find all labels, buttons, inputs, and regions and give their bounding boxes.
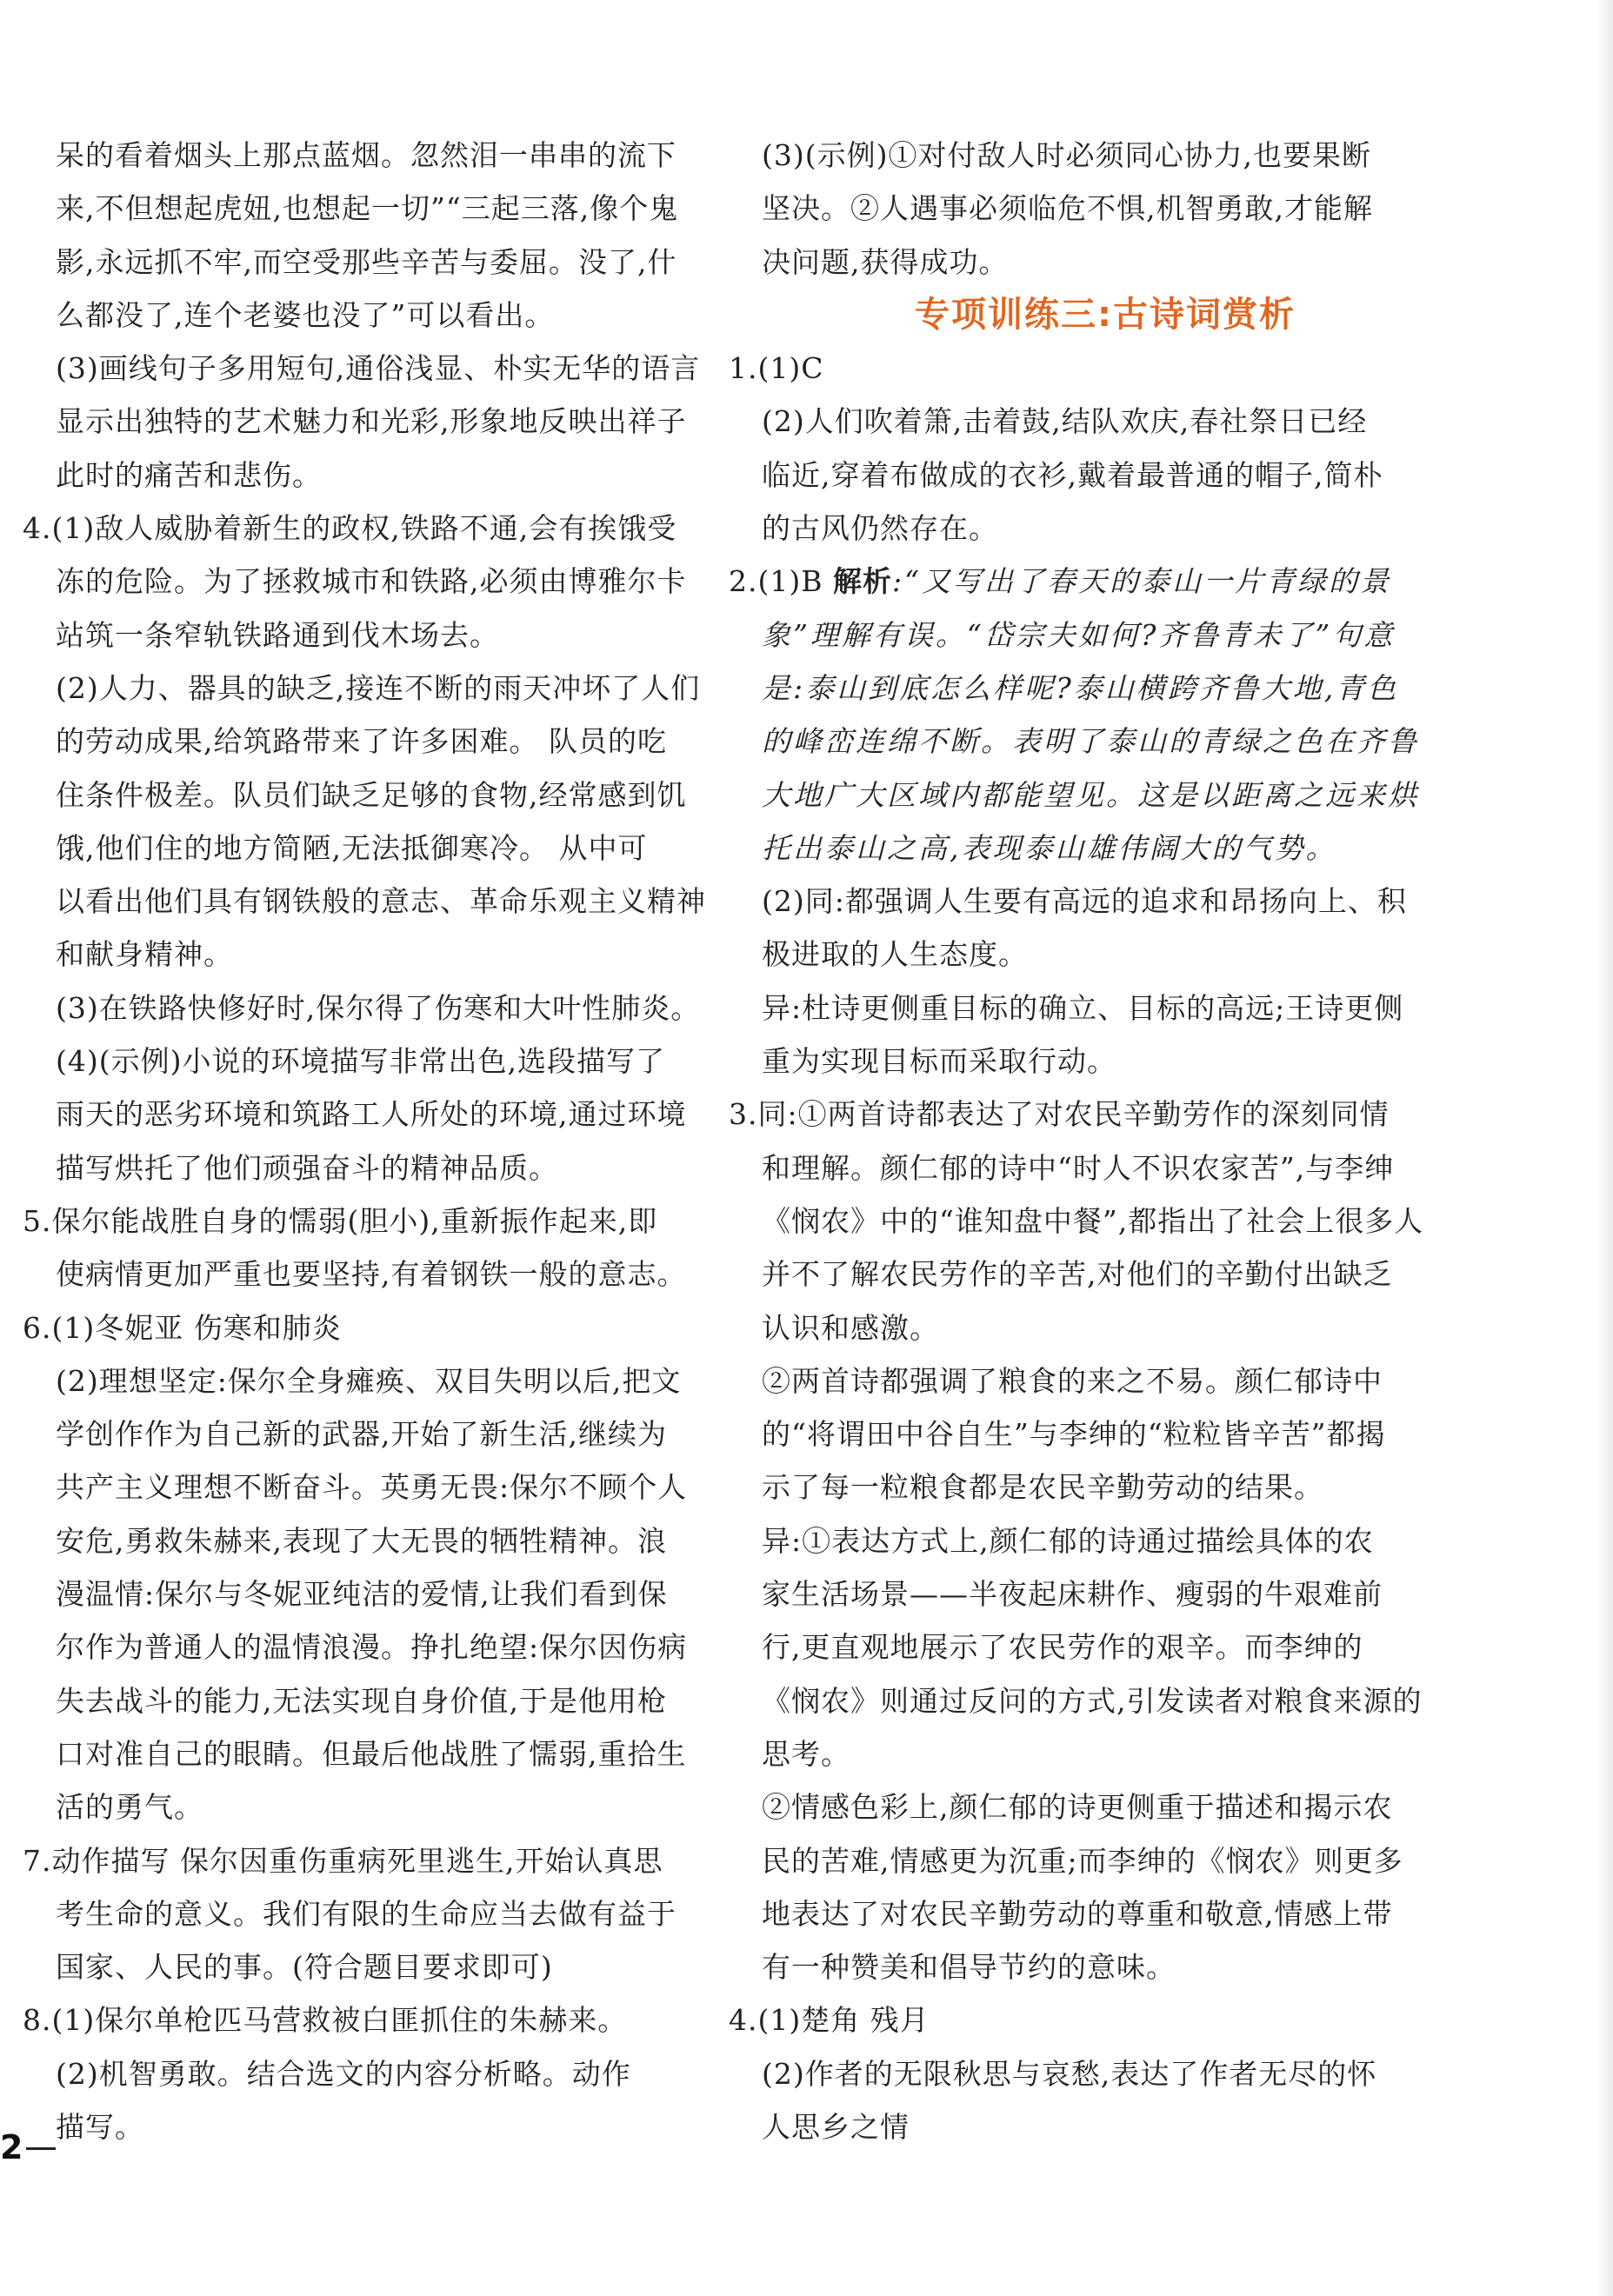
answer-line: ②两首诗都强调了粮食的来之不易。颜仁郁诗中 xyxy=(762,1363,1383,1398)
answer-line: 饿,他们住的地方简陋,无法抵御寒冷。 从中可 xyxy=(56,830,648,865)
analysis-line: 的峰峦连绵不断。表明了泰山的青绿之色在齐鲁 xyxy=(762,724,1419,759)
answer-line: 民的苦难,情感更为沉重;而李绅的《悯农》则更多 xyxy=(762,1843,1403,1878)
answer-line: 示了每一粒粮食都是农民辛勤劳动的结果。 xyxy=(762,1470,1323,1505)
analysis-line: 大地广大区域内都能望见。这是以距离之远来烘 xyxy=(762,777,1419,812)
answer-line: 8.(1)保尔单枪匹马营救被白匪抓住的朱赫来。 xyxy=(23,2003,628,2038)
answer-line: 坚决。②人遇事必须临危不惧,机智勇敢,才能解 xyxy=(762,191,1373,226)
answer-line: 异:①表达方式上,颜仁郁的诗通过描绘具体的农 xyxy=(762,1523,1374,1558)
answer-line: 的“将谓田中谷自生”与李绅的“粒粒皆辛苦”都揭 xyxy=(762,1417,1386,1452)
answer-line: 来,不但想起虎妞,也想起一切”“三起三落,像个鬼 xyxy=(56,191,679,226)
analysis-line: 托出泰山之高,表现泰山雄伟阔大的气势。 xyxy=(762,830,1337,865)
answer-line: (3)在铁路快修好时,保尔得了伤寒和大叶性肺炎。 xyxy=(56,990,701,1025)
answer-line: 和献身精神。 xyxy=(56,937,233,972)
answer-line: 考生命的意义。我们有限的生命应当去做有益于 xyxy=(56,1896,677,1931)
answer-line: 雨天的恶劣环境和筑路工人所处的环境,通过环境 xyxy=(56,1097,687,1132)
answer-line: 活的勇气。 xyxy=(56,1790,203,1825)
answer-line: (2)同:都强调人生要有高远的追求和昂扬向上、积 xyxy=(762,884,1407,919)
answer-line: 的古风仍然存在。 xyxy=(762,511,998,546)
answer-line: 站筑一条窄轨铁路通到伐木场去。 xyxy=(56,617,499,652)
answer-line: 呆的看着烟头上那点蓝烟。忽然泪一串串的流下 xyxy=(56,138,677,172)
answer-line: 行,更直观地展示了农民劳作的艰辛。而李绅的 xyxy=(762,1630,1363,1665)
answer-line: 显示出独特的艺术魅力和光彩,形象地反映出祥子 xyxy=(56,404,687,439)
analysis-line: 象”理解有误。“岱宗夫如何?齐鲁青未了”句意 xyxy=(762,617,1396,652)
answer-line: 人思乡之情 xyxy=(762,2109,910,2144)
answer-line: 漫温情:保尔与冬妮亚纯洁的爱情,让我们看到保 xyxy=(56,1577,668,1612)
answer-line: 学创作作为自己新的武器,开始了新生活,继续为 xyxy=(56,1417,667,1452)
answer-line: (2)人力、器具的缺乏,接连不断的雨天冲坏了人们 xyxy=(56,670,701,705)
answer-line: 以看出他们具有钢铁般的意志、革命乐观主义精神 xyxy=(56,884,706,919)
answer-line: 5.保尔能战胜自身的懦弱(胆小),重新振作起来,即 xyxy=(23,1203,658,1238)
answer-line: 4.(1)敌人威胁着新生的政权,铁路不通,会有挨饿受 xyxy=(23,511,677,546)
answer-line: 6.(1)冬妮亚 伤寒和肺炎 xyxy=(23,1310,342,1345)
answer-line: 口对准自己的眼睛。但最后他战胜了懦弱,重拾生 xyxy=(56,1736,687,1771)
answer-line: 7.动作描写 保尔因重伤重病死里逃生,开始认真思 xyxy=(23,1843,663,1878)
answer-line: 使病情更加严重也要坚持,有着钢铁一般的意志。 xyxy=(56,1257,687,1292)
answer-line: 失去战斗的能力,无法实现自身价值,于是他用枪 xyxy=(56,1683,667,1718)
answer-line: 地表达了对农民辛勤劳动的尊重和敬意,情感上带 xyxy=(762,1896,1393,1931)
answer-line: 极进取的人生态度。 xyxy=(762,937,1028,972)
answer-line: 重为实现目标而采取行动。 xyxy=(762,1044,1116,1079)
answer-line: (3)画线句子多用短句,通俗浅显、朴实无华的语言 xyxy=(56,351,701,386)
answer-line: 《悯农》则通过反问的方式,引发读者对粮食来源的 xyxy=(762,1683,1423,1718)
right-column xyxy=(729,129,1449,2153)
answer-line: 决问题,获得成功。 xyxy=(762,244,1009,279)
answer-line: 描写烘托了他们顽强奋斗的精神品质。 xyxy=(56,1150,558,1185)
answer-line: (3)(示例)①对付敌人时必须同心协力,也要果断 xyxy=(762,138,1371,172)
answer-line: 思考。 xyxy=(762,1736,850,1771)
answer-line xyxy=(729,555,1449,608)
page-number: 2 xyxy=(0,2128,23,2166)
answer-line: 住条件极差。队员们缺乏足够的食物,经常感到饥 xyxy=(56,777,687,812)
section-title: 专项训练三:古诗词赏析 xyxy=(915,294,1296,335)
analysis-label: 解析 xyxy=(832,564,892,599)
answer-line: 尔作为普通人的温情浪漫。挣扎绝望:保尔因伤病 xyxy=(56,1630,688,1665)
answer-number: 2.(1)B xyxy=(729,564,833,599)
answer-line: 临近,穿着布做成的衣衫,戴着最普通的帽子,简朴 xyxy=(762,457,1383,492)
answer-line: 么都没了,连个老婆也没了”可以看出。 xyxy=(56,297,555,332)
answer-line: 冻的危险。为了拯救城市和铁路,必须由博雅尔卡 xyxy=(56,564,687,599)
answer-line: (2)机智勇敢。结合选文的内容分析略。动作 xyxy=(56,2056,631,2091)
answer-line: (4)(示例)小说的环境描写非常出色,选段描写了 xyxy=(56,1044,665,1079)
answer-line: 共产主义理想不断奋斗。英勇无畏:保尔不顾个人 xyxy=(56,1470,688,1505)
answer-line: 认识和感激。 xyxy=(762,1310,939,1345)
answer-line: 3.同:①两首诗都表达了对农民辛勤劳作的深刻同情 xyxy=(729,1097,1390,1132)
answer-line: 并不了解农民劳作的辛苦,对他们的辛勤付出缺乏 xyxy=(762,1257,1393,1292)
answer-line: 4.(1)楚角 残月 xyxy=(729,2003,930,2038)
answer-line: 《悯农》中的“谁知盘中餐”,都指出了社会上很多人 xyxy=(762,1203,1424,1238)
answer-line: 有一种赞美和倡导节约的意味。 xyxy=(762,1950,1176,1985)
page-edge-shadow xyxy=(1597,0,1613,2296)
answer-line: 的劳动成果,给筑路带来了许多困难。 队员的吃 xyxy=(56,724,667,759)
answer-line: 和理解。颜仁郁的诗中“时人不识农家苦”,与李绅 xyxy=(762,1150,1395,1185)
answer-line: 影,永远抓不牢,而空受那些辛苦与委屈。没了,什 xyxy=(56,244,677,279)
answer-line: (2)人们吹着箫,击着鼓,结队欢庆,春社祭日已经 xyxy=(762,404,1368,439)
page-number-dash xyxy=(26,2147,56,2150)
left-column xyxy=(23,129,710,2153)
answer-line: 家生活场景——半夜起床耕作、瘦弱的牛艰难前 xyxy=(762,1577,1383,1612)
answer-line: 此时的痛苦和悲伤。 xyxy=(56,457,322,492)
answer-line: (2)作者的无限秋思与哀愁,表达了作者无尽的怀 xyxy=(762,2056,1377,2091)
answer-line: 国家、人民的事。(符合题目要求即可) xyxy=(56,1950,553,1985)
answer-line: 描写。 xyxy=(56,2109,144,2144)
answer-line: ②情感色彩上,颜仁郁的诗更侧重于描述和揭示农 xyxy=(762,1790,1393,1825)
answer-line: (2)理想坚定:保尔全身瘫痪、双目失明以后,把文 xyxy=(56,1363,682,1398)
answer-line: 1.(1)C xyxy=(729,351,824,386)
analysis-text: :“又写出了春天的泰山一片青绿的景 xyxy=(891,564,1391,599)
answer-line: 安危,勇救朱赫来,表现了大无畏的牺牲精神。浪 xyxy=(56,1523,667,1558)
analysis-line: 是:泰山到底怎么样呢?泰山横跨齐鲁大地,青色 xyxy=(762,670,1399,705)
answer-line: 异:杜诗更侧重目标的确立、目标的高远;王诗更侧 xyxy=(762,990,1404,1025)
